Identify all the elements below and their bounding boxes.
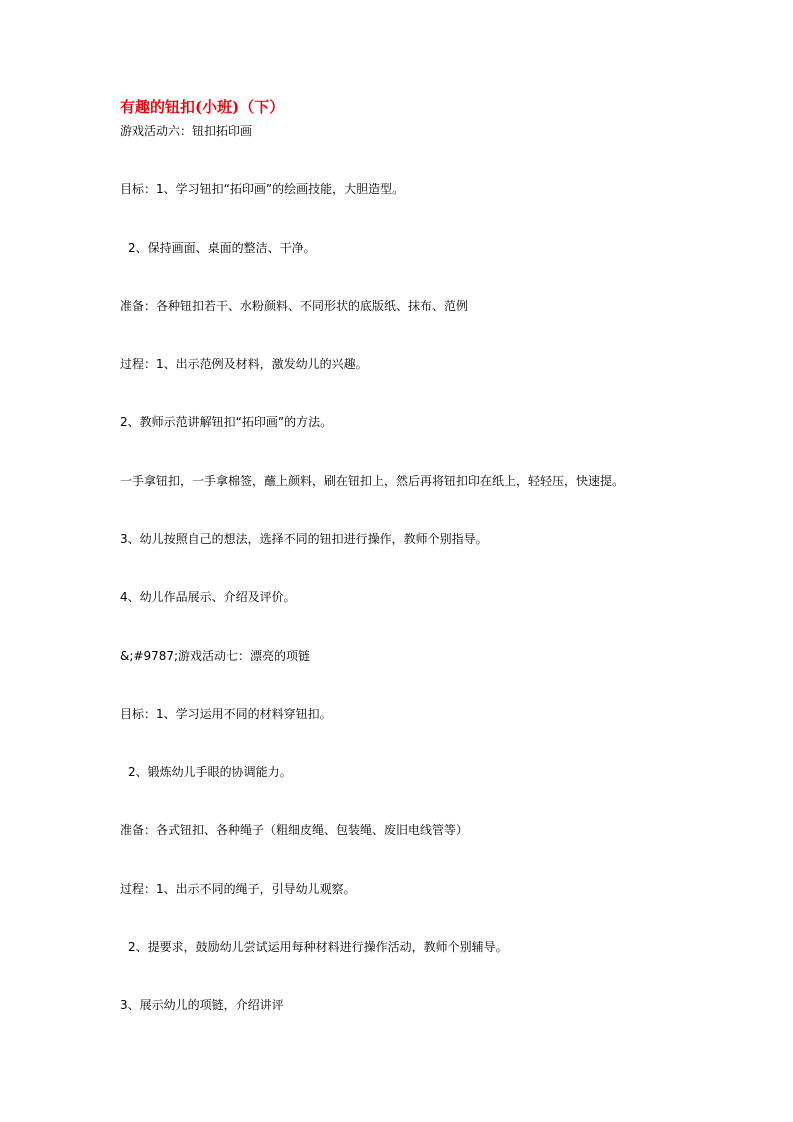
activity-6-process-1: 过程：1、出示范例及材料，激发幼儿的兴趣。 [120,357,368,371]
activity-7-process-3: 3、展示幼儿的项链，介绍讲评 [120,998,284,1012]
activity-7-process-1: 过程：1、出示不同的绳子，引导幼儿观察。 [120,882,356,896]
activity-6-goal-2: 2、保持画面、桌面的整洁、干净。 [128,241,316,255]
activity-6-preparation: 准备：各种钮扣若干、水粉颜料、不同形状的底版纸、抹布、范例 [120,299,469,313]
activity-7-goal-2: 2、锻炼幼儿手眼的协调能力。 [128,765,292,779]
activity-6-process-2-detail: 一手拿钮扣，一手拿棉签，蘸上颜料，刷在钮扣上，然后再将钮扣印在纸上，轻轻压，快速提。 [120,474,625,488]
activity-6-heading: 游戏活动六：钮扣拓印画 [120,124,253,138]
activity-6-process-3: 3、幼儿按照自己的想法，选择不同的钮扣进行操作，教师个别指导。 [120,532,488,546]
activity-6-process-4: 4、幼儿作品展示、介绍及评价。 [120,590,296,604]
activity-7-goal-1: 目标：1、学习运用不同的材料穿钮扣。 [120,707,332,721]
activity-7-preparation: 准备：各式钮扣、各种绳子（粗细皮绳、包装绳、废旧电线管等） [120,823,469,837]
activity-6-goal-1: 目标：1、学习钮扣“拓印画”的绘画技能，大胆造型。 [120,182,405,196]
activity-7-process-2: 2、提要求，鼓励幼儿尝试运用每种材料进行操作活动，教师个别辅导。 [128,940,508,954]
activity-6-process-2: 2、教师示范讲解钮扣“拓印画”的方法。 [120,415,333,429]
activity-7-heading: &;#9787;游戏活动七：漂亮的项链 [120,649,311,663]
document-title: 有趣的钮扣(小班)（下） [120,98,285,116]
